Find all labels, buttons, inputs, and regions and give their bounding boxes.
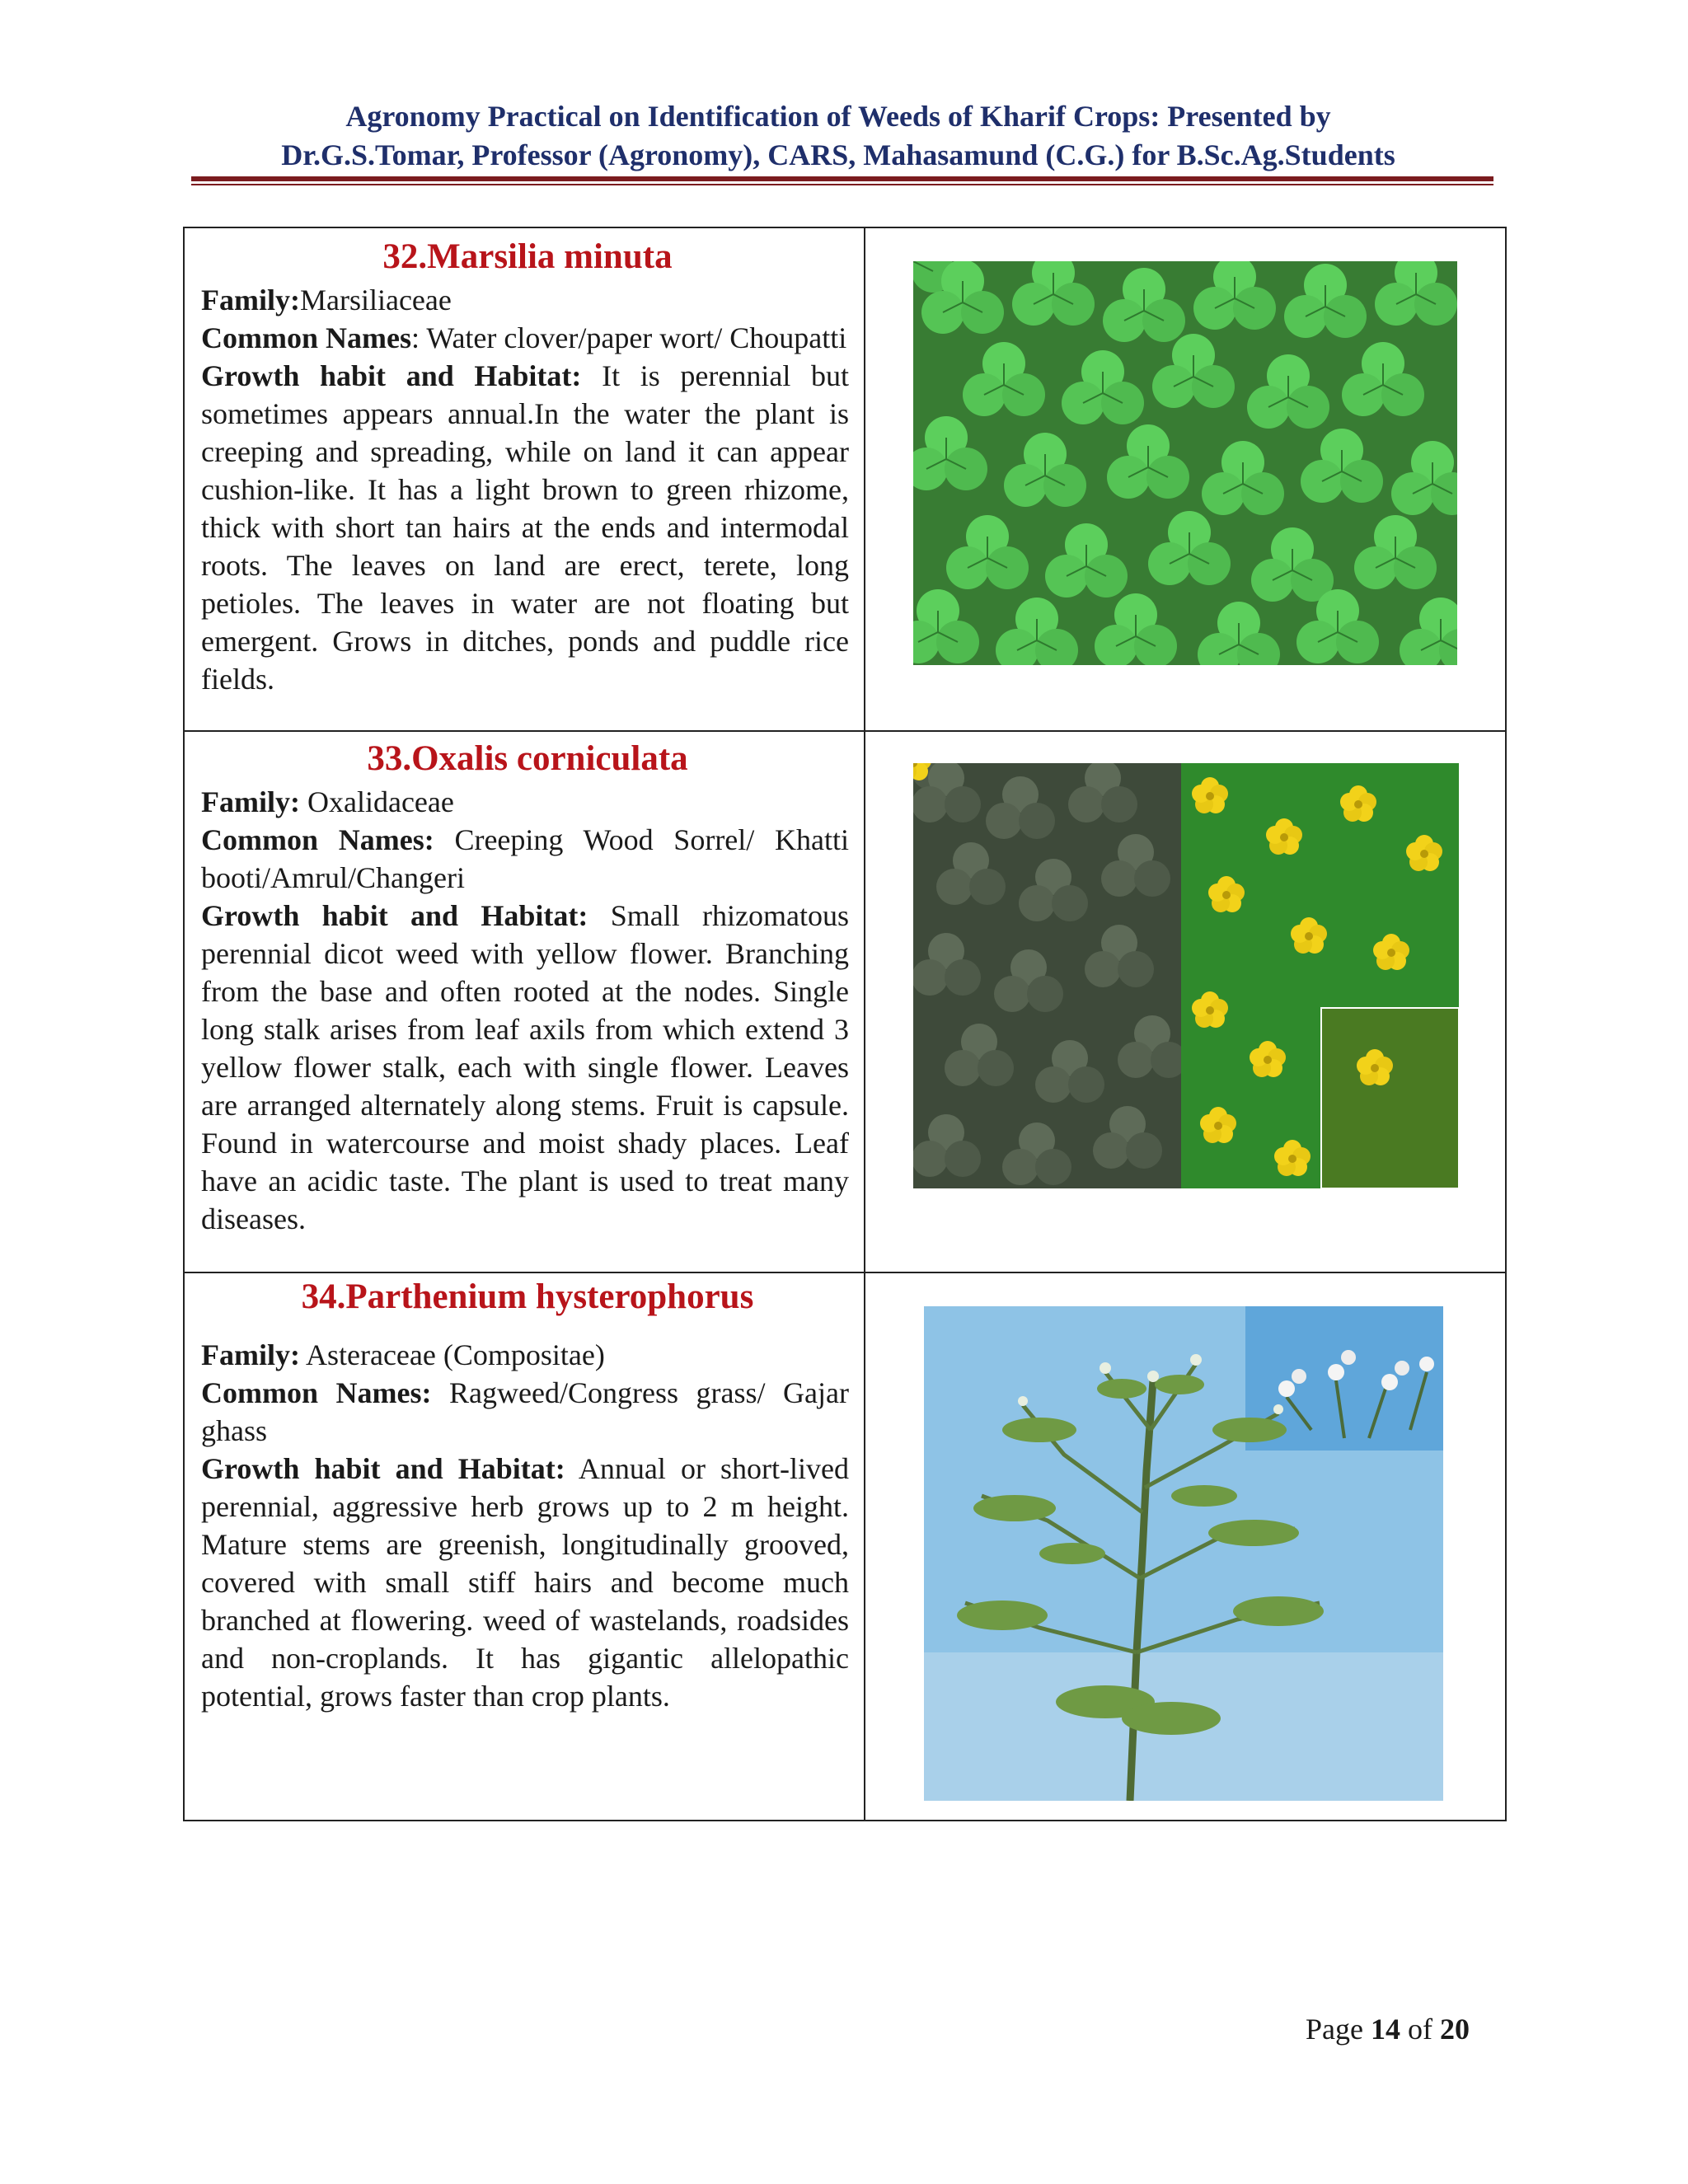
page-current: 14 xyxy=(1370,2013,1400,2046)
header-rule-thick xyxy=(191,176,1493,181)
parthenium-photo xyxy=(924,1306,1443,1801)
weed-title: 32.Marsilia minuta xyxy=(382,237,673,276)
column-divider xyxy=(864,228,865,730)
habit-label: Growth habit and Habitat: xyxy=(201,1452,565,1485)
family-line xyxy=(201,281,849,319)
page-word: Page xyxy=(1306,2013,1363,2046)
common-names-value: Ragweed/Congress grass/ Gajar ghass xyxy=(201,1376,849,1447)
common-names-sep: : xyxy=(410,321,420,354)
common-names-label: Common Names: xyxy=(201,1376,432,1409)
habit-label: Growth habit and Habitat: xyxy=(201,899,588,932)
weed-title: 33.Oxalis corniculata xyxy=(367,739,688,778)
weed-description-cell xyxy=(201,233,849,698)
habit-line xyxy=(201,897,849,1238)
page-total: 20 xyxy=(1439,2013,1470,2046)
common-names-label: Common Names: xyxy=(201,823,434,856)
family-line xyxy=(201,783,849,821)
weed-description-cell xyxy=(201,735,849,1238)
header-rule-thin xyxy=(191,184,1493,185)
common-names-line xyxy=(201,821,849,897)
common-names-line xyxy=(201,319,849,357)
wood-sorrel-photo xyxy=(913,763,1459,1188)
habit-line xyxy=(201,357,849,698)
family-line xyxy=(201,1336,849,1374)
family-label: Family: xyxy=(201,1338,300,1371)
table-row xyxy=(185,732,1505,1273)
weed-description-cell xyxy=(201,1273,849,1715)
weed-title: 34.Parthenium hysterophorus xyxy=(301,1277,754,1316)
family-label: Family: xyxy=(201,785,300,818)
common-names-label: Common Names xyxy=(201,321,411,354)
habit-value: Annual or short-lived perennial, aggressive herb grows up to 2 m height. Mature stems are greenish, longitudinally grooved, covered with small stiff hairs and become much branched at flowering. weed of wastelands, roadsides and non-croplands. It has gigantic allelopathic potential, grows faster than crop plants. xyxy=(201,1452,850,1713)
clover-photo xyxy=(913,261,1457,665)
habit-line xyxy=(201,1450,849,1715)
column-divider xyxy=(864,732,865,1272)
header-line-1: Agronomy Practical on Identification of Weeds of Kharif Crops: Presented by xyxy=(345,100,1331,133)
common-names-line xyxy=(201,1374,849,1450)
table-row xyxy=(185,228,1505,732)
header-line-2: Dr.G.S.Tomar, Professor (Agronomy), CARS, Mahasamund (C.G.) for B.Sc.Ag.Students xyxy=(281,138,1395,171)
table-row xyxy=(185,1273,1505,1821)
of-word: of xyxy=(1407,2013,1432,2046)
common-names-value: Creeping Wood Sorrel/ Khatti booti/Amrul/Changeri xyxy=(201,823,849,894)
family-value: Marsiliaceae xyxy=(299,284,452,316)
document-header xyxy=(183,97,1493,175)
family-value: Asteraceae (Compositae) xyxy=(306,1338,605,1371)
weeds-table xyxy=(183,227,1507,1821)
column-divider xyxy=(864,1273,865,1821)
family-value: Oxalidaceae xyxy=(307,785,454,818)
page-number xyxy=(1306,2011,1495,2047)
habit-value: It is perennial but sometimes appears annual.In the water the plant is creeping and spreading, while on land it can appear cushion-like. It has a light brown to green rhizome, thick with short tan hairs at the ends and intermodal roots. The leaves on land are erect, terete, long petioles. The leaves in water are not floating but emergent. Grows in ditches, ponds and puddle rice fields. xyxy=(201,359,850,696)
family-label: Family: xyxy=(201,284,300,316)
habit-label: Growth habit and Habitat: xyxy=(201,359,582,392)
common-names-value: Water clover/paper wort/ Choupatti xyxy=(426,321,847,354)
habit-value: Small rhizomatous perennial dicot weed with yellow flower. Branching from the base and often rooted at the nodes. Single long stalk arises from leaf axils from which extend 3 yellow flower stalk, each with single flower. Leaves are arranged alternately along stems. Fruit is capsule. Found in watercourse and moist shady places. Leaf have an acidic taste. The plant is used to treat many diseases. xyxy=(201,899,850,1235)
